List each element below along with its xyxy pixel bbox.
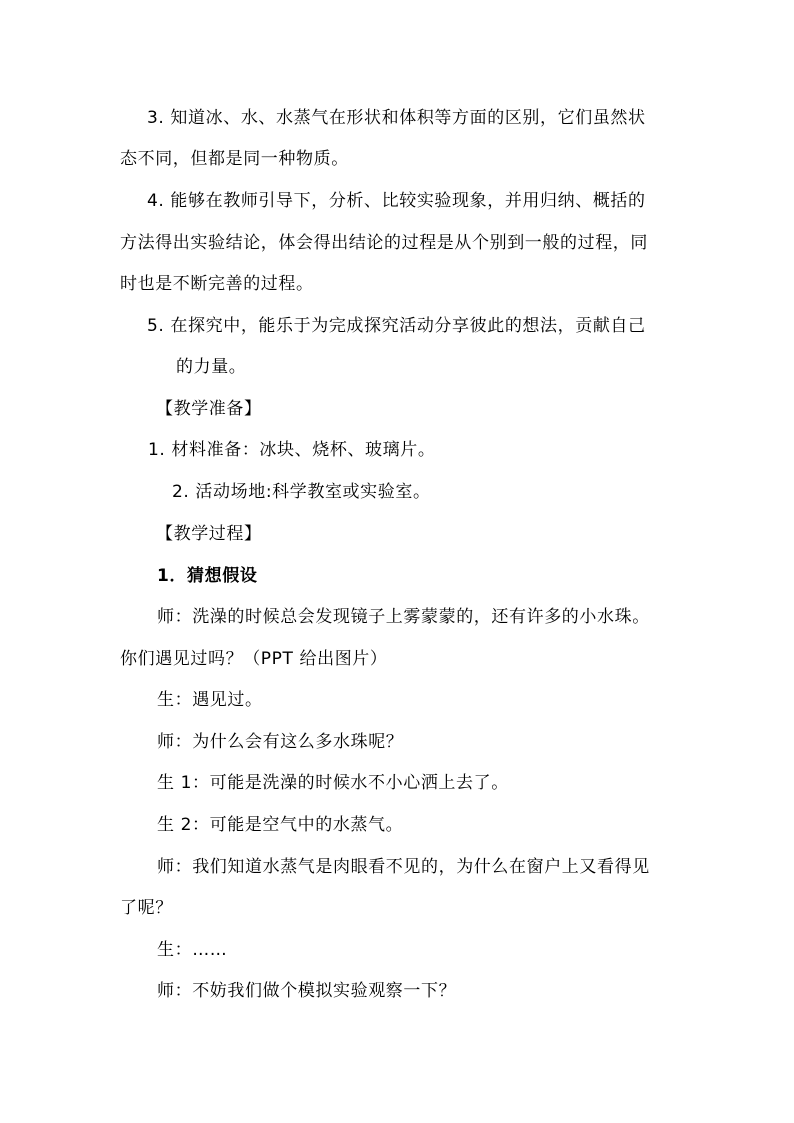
- dialogue-teacher-2: 师：为什么会有这么多水珠呢？: [157, 732, 404, 752]
- dialogue-student-1: 生：遇见过。: [157, 690, 263, 710]
- objective-4-line-1: 4. 能够在教师引导下，分析、比较实验现象，并用归纳、概括的: [147, 191, 646, 211]
- objective-5-line-2: 的力量。: [176, 357, 247, 377]
- prep-item-venue: 2. 活动场地:科学教室或实验室。: [172, 482, 431, 502]
- objective-5-line-1: 5. 在探究中，能乐于为完成探究活动分享彼此的想法，贡献自己: [147, 316, 646, 336]
- dialogue-student-4: 生：……: [157, 940, 228, 960]
- objective-3-line-1: 3. 知道冰、水、水蒸气在形状和体积等方面的区别，它们虽然状: [147, 108, 646, 128]
- section-heading-preparation: 【教学准备】: [156, 399, 262, 419]
- dialogue-teacher-1-line-2: 你们遇见过吗？（PPT 给出图片）: [120, 649, 388, 669]
- dialogue-teacher-1-line-1: 师：洗澡的时候总会发现镜子上雾蒙蒙的，还有许多的小水珠。: [157, 607, 650, 627]
- dialogue-teacher-3-line-2: 了呢？: [120, 898, 173, 918]
- dialogue-student-3: 生 2：可能是空气中的水蒸气。: [157, 815, 404, 835]
- prep-item-materials: 1. 材料准备：冰块、烧杯、玻璃片。: [148, 440, 436, 460]
- objective-4-line-2: 方法得出实验结论，体会得出结论的过程是从个别到一般的过程，同: [120, 233, 648, 253]
- objective-3-line-2: 态不同，但都是同一种物质。: [120, 149, 349, 169]
- dialogue-student-2: 生 1：可能是洗澡的时候水不小心洒上去了。: [157, 773, 509, 793]
- objective-4-line-3: 时也是不断完善的过程。: [120, 274, 314, 294]
- step-heading-hypothesis: 1．猜想假设: [157, 566, 258, 586]
- dialogue-teacher-4: 师：不妨我们做个模拟实验观察一下？: [157, 981, 457, 1001]
- dialogue-teacher-3-line-1: 师：我们知道水蒸气是肉眼看不见的，为什么在窗户上又看得见: [157, 857, 650, 877]
- section-heading-process: 【教学过程】: [156, 524, 262, 544]
